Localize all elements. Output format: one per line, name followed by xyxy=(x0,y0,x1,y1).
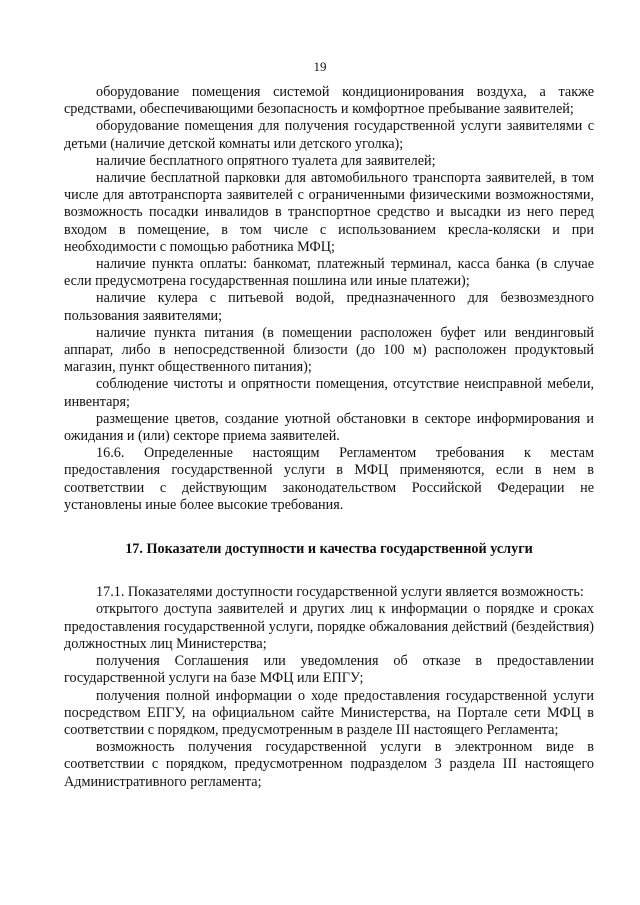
document-body xyxy=(64,84,594,791)
paragraph-water-cooler: наличие кулера с питьевой водой, предназначенного для безвозмездного пользования заявителями; xyxy=(64,290,594,324)
paragraph-electronic-service: возможность получения государственной услуги в электронном виде в соответствии с порядком, предусмотренном подразделом 3 раздела III настоящего Административного регламента; xyxy=(64,739,594,790)
paragraph-16-6: 16.6. Определенные настоящим Регламентом требования к местам предоставления государственной услуги в МФЦ применяются, если в нем в соответствии с действующим законодательством Российской Федерации не установлены иные более высокие требования. xyxy=(64,445,594,513)
page-number: 19 xyxy=(313,59,327,74)
paragraph-food-point: наличие пункта питания (в помещении расположен буфет или вендинговый аппарат, либо в непосредственной близости (до 100 м) расположен продуктовый магазин, пункт общественного питания); xyxy=(64,324,594,376)
paragraph-progress-info: получения полной информации о ходе предоставления государственной услуги посредством ЕПГУ, на официальном сайте Министерства, на Портале сети МФЦ в соответствии с порядком, предусмотренным в разделе III настоящего Регламента; xyxy=(64,687,594,738)
section-17 xyxy=(64,584,594,790)
section-17-heading: 17. Показатели доступности и качества государственной услуги xyxy=(125,541,533,558)
paragraph-parking: наличие бесплатной парковки для автомобильного транспорта заявителей, в том числе для автотранспорта заявителей с ограниченными физическими возможностями, возможность посадки инвалидов в транспортное средство и высадки из него перед входом в помещение, в том числе с использованием кресла-коляски и при необходимости с помощью работника МФЦ; xyxy=(64,170,594,255)
paragraph-payment-point: наличие пункта оплаты: банкомат, платежный терминал, касса банка (в случае если предусмотрена государственная пошлина или иные платежи); xyxy=(64,256,594,290)
paragraph-cleanliness: соблюдение чистоты и опрятности помещения, отсутствие неисправной мебели, инвентаря; xyxy=(64,376,594,410)
paragraph-17-1: 17.1. Показателями доступности государственной услуги является возможность: xyxy=(96,584,584,601)
paragraph-toilet: наличие бесплатного опрятного туалета для заявителей; xyxy=(96,152,436,169)
paragraph-open-access: открытого доступа заявителей и других лиц к информации о порядке и сроках предоставления государственной услуги, порядке обжалования действий (бездействия) должностных лиц Министерства; xyxy=(64,601,594,652)
paragraph-children-room: оборудование помещения для получения государственной услуги заявителями с детьми (наличие детской комнаты или детского уголка); xyxy=(64,118,594,152)
section-16-continuation xyxy=(64,84,594,514)
paragraph-flowers: размещение цветов, создание уютной обстановки в секторе информирования и ожидания и (или) секторе приема заявителей. xyxy=(64,410,594,445)
paragraph-agreement: получения Соглашения или уведомления об отказе в предоставлении государственной услуги на базе МФЦ или ЕПГУ; xyxy=(64,653,594,687)
paragraph-air-conditioning: оборудование помещения системой кондиционирования воздуха, а также средствами, обеспечивающими безопасность и комфортное пребывание заявителей; xyxy=(64,84,594,118)
